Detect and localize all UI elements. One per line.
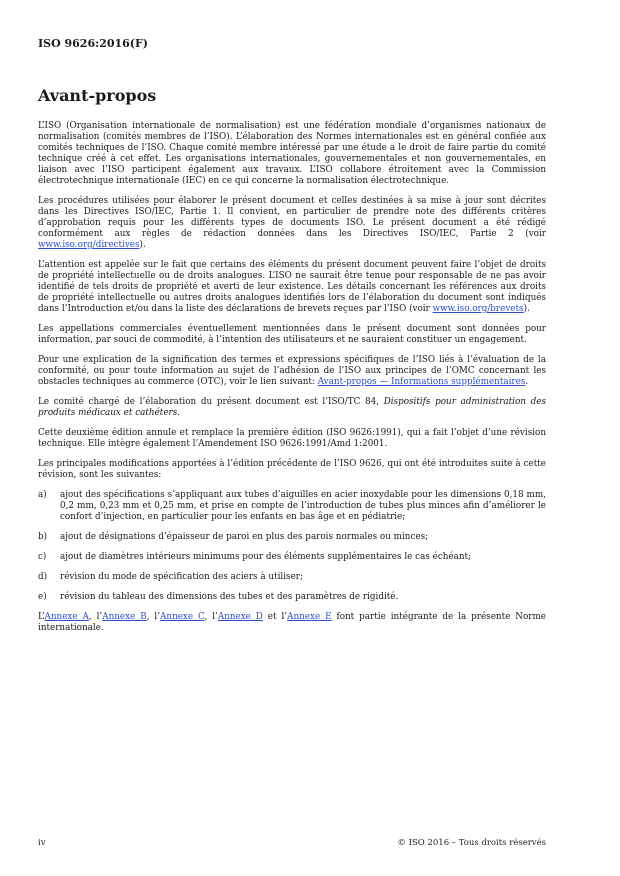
annex-c-link[interactable]: Annexe C — [160, 612, 205, 622]
list-item-text: ajout de diamètres intérieurs minimums pour des éléments supplémentaires le cas échéant; — [60, 552, 472, 562]
annex-sep: , l’ — [146, 612, 161, 622]
paragraph-6-text: Le comité chargé de l’élaboration du présent document est l’ISO/TC 84, — [38, 397, 384, 407]
annex-d-link[interactable]: Annexe D — [217, 612, 263, 622]
page-number: iv — [38, 838, 46, 848]
directives-link[interactable]: www.iso.org/directives — [38, 240, 140, 250]
document-body — [38, 121, 546, 643]
foreword-info-link[interactable]: Avant-propos — Informations supplémentaires — [317, 377, 526, 387]
list-item — [38, 490, 546, 523]
page-title: Avant-propos — [38, 86, 157, 105]
list-item-letter: e) — [38, 592, 47, 602]
changes-list — [38, 490, 546, 603]
list-item-text: ajout des spécifications s’appliquant aux tubes d’aiguilles en acier inoxydable pour les dimensions 0,18 mm, 0,2 mm, 0,23 mm et 0,25 mm, et prise en compte de l’introduction de tubes plus minces afin d’améliorer le confort d’injection, en particulier pour les enfants en bas âge et en pédiatrie; — [60, 490, 546, 522]
document-id: ISO 9626:2016(F) — [38, 37, 149, 50]
list-item — [38, 592, 546, 603]
annex-suffix: font partie intégrante de la présente Norme internationale. — [38, 612, 546, 633]
annex-e-link[interactable]: Annexe E — [287, 612, 332, 622]
paragraph-7: Cette deuxième édition annule et remplace la première édition (ISO 9626:1991), qui a fait l’objet d’une révision technique. Elle intègre également l’Amendement ISO 9626:1991/Amd 1:2001. — [38, 428, 546, 449]
paragraph-3 — [38, 260, 546, 315]
list-item — [38, 532, 546, 543]
paragraph-2-text: Les procédures utilisées pour élaborer le présent document et celles destinées à sa mise à jour sont décrites dans les Directives ISO/IEC, Partie 1. Il convient, en particulier de prendre note des différents critères d’approbation requis pour les différents types de documents ISO. Le présent document a été rédigé conformément aux règles de rédaction données dans les Directives ISO/IEC, Partie 2 (voir — [38, 196, 546, 239]
paragraph-1: L’ISO (Organisation internationale de normalisation) est une fédération mondiale d’organismes nationaux de normalisation (comités membres de l’ISO). L’élaboration des Normes internationales est en général confiée aux comités techniques de l’ISO. Chaque comité membre intéressé par une étude a le droit de faire partie du comité technique créé à cet effet. Les organisations internationales, gouvernementales et non gouvernementales, en liaison avec l’ISO participent également aux travaux. L’ISO collabore étroitement avec la Commission électrotechnique internationale (IEC) en ce qui concerne la normalisation électrotechnique. — [38, 121, 546, 186]
paragraph-5-end: . — [525, 377, 529, 387]
copyright-notice: © ISO 2016 – Tous droits réservés — [397, 838, 546, 848]
paragraph-5 — [38, 355, 546, 388]
patents-link[interactable]: www.iso.org/brevets — [432, 304, 524, 314]
annex-paragraph — [38, 612, 546, 634]
paragraph-8: Les principales modifications apportées à l’édition précédente de l’ISO 9626, qui ont été introduites suite à cette révision, sont les suivantes: — [38, 459, 546, 480]
paragraph-3-end: ). — [523, 304, 530, 314]
list-item-text: ajout de désignations d’épaisseur de paroi en plus des parois normales ou minces; — [60, 532, 429, 542]
list-item-letter: b) — [38, 532, 48, 542]
annex-sep: et l’ — [262, 612, 288, 622]
paragraph-4: Les appellations commerciales éventuellement mentionnées dans le présent document sont données pour information, par souci de commodité, à l’intention des utilisateurs et ne sauraient constituer un engagement. — [38, 324, 546, 345]
list-item-letter: c) — [38, 552, 47, 562]
paragraph-3-text: L’attention est appelée sur le fait que certains des éléments du présent document peuvent faire l’objet de droits de propriété intellectuelle ou de droits analogues. L’ISO ne saurait être tenue pour responsable de ne pas avoir identifié de tels droits de propriété et averti de leur existence. Les détails concernant les références aux droits de propriété intellectuelle ou autres droits analogues identifiés lors de l’élaboration du document sont indiqués dans l’Introduction et/ou dans la liste des déclarations de brevets reçues par l’ISO (voir — [38, 260, 546, 314]
annex-sep: , l’ — [204, 612, 218, 622]
list-item — [38, 572, 546, 583]
list-item-text: révision du mode de spécification des aciers à utiliser; — [60, 572, 303, 582]
committee-title: Dispositifs pour administration des produits médicaux et cathéters — [38, 397, 546, 418]
paragraph-2-end: ). — [139, 240, 146, 250]
list-item-letter: d) — [38, 572, 48, 582]
annex-prefix: L’ — [38, 612, 45, 622]
paragraph-6-end: . — [177, 408, 181, 418]
annex-sep: , l’ — [88, 612, 103, 622]
annex-a-link[interactable]: Annexe A — [44, 612, 89, 622]
list-item-text: révision du tableau des dimensions des tubes et des paramètres de rigidité. — [60, 592, 399, 602]
list-item — [38, 552, 546, 563]
paragraph-5-text: Pour une explication de la signification des termes et expressions spécifiques de l’ISO liés à l’évaluation de la conformité, ou pour toute information au sujet de l’adhésion de l’ISO aux principes de l’OMC concernant les obstacles techniques au commerce (OTC), voir le lien suivant: — [38, 355, 546, 387]
annex-b-link[interactable]: Annexe B — [102, 612, 147, 622]
list-item-letter: a) — [38, 490, 47, 500]
paragraph-2 — [38, 196, 546, 251]
page-footer — [38, 838, 546, 848]
paragraph-6 — [38, 397, 546, 419]
